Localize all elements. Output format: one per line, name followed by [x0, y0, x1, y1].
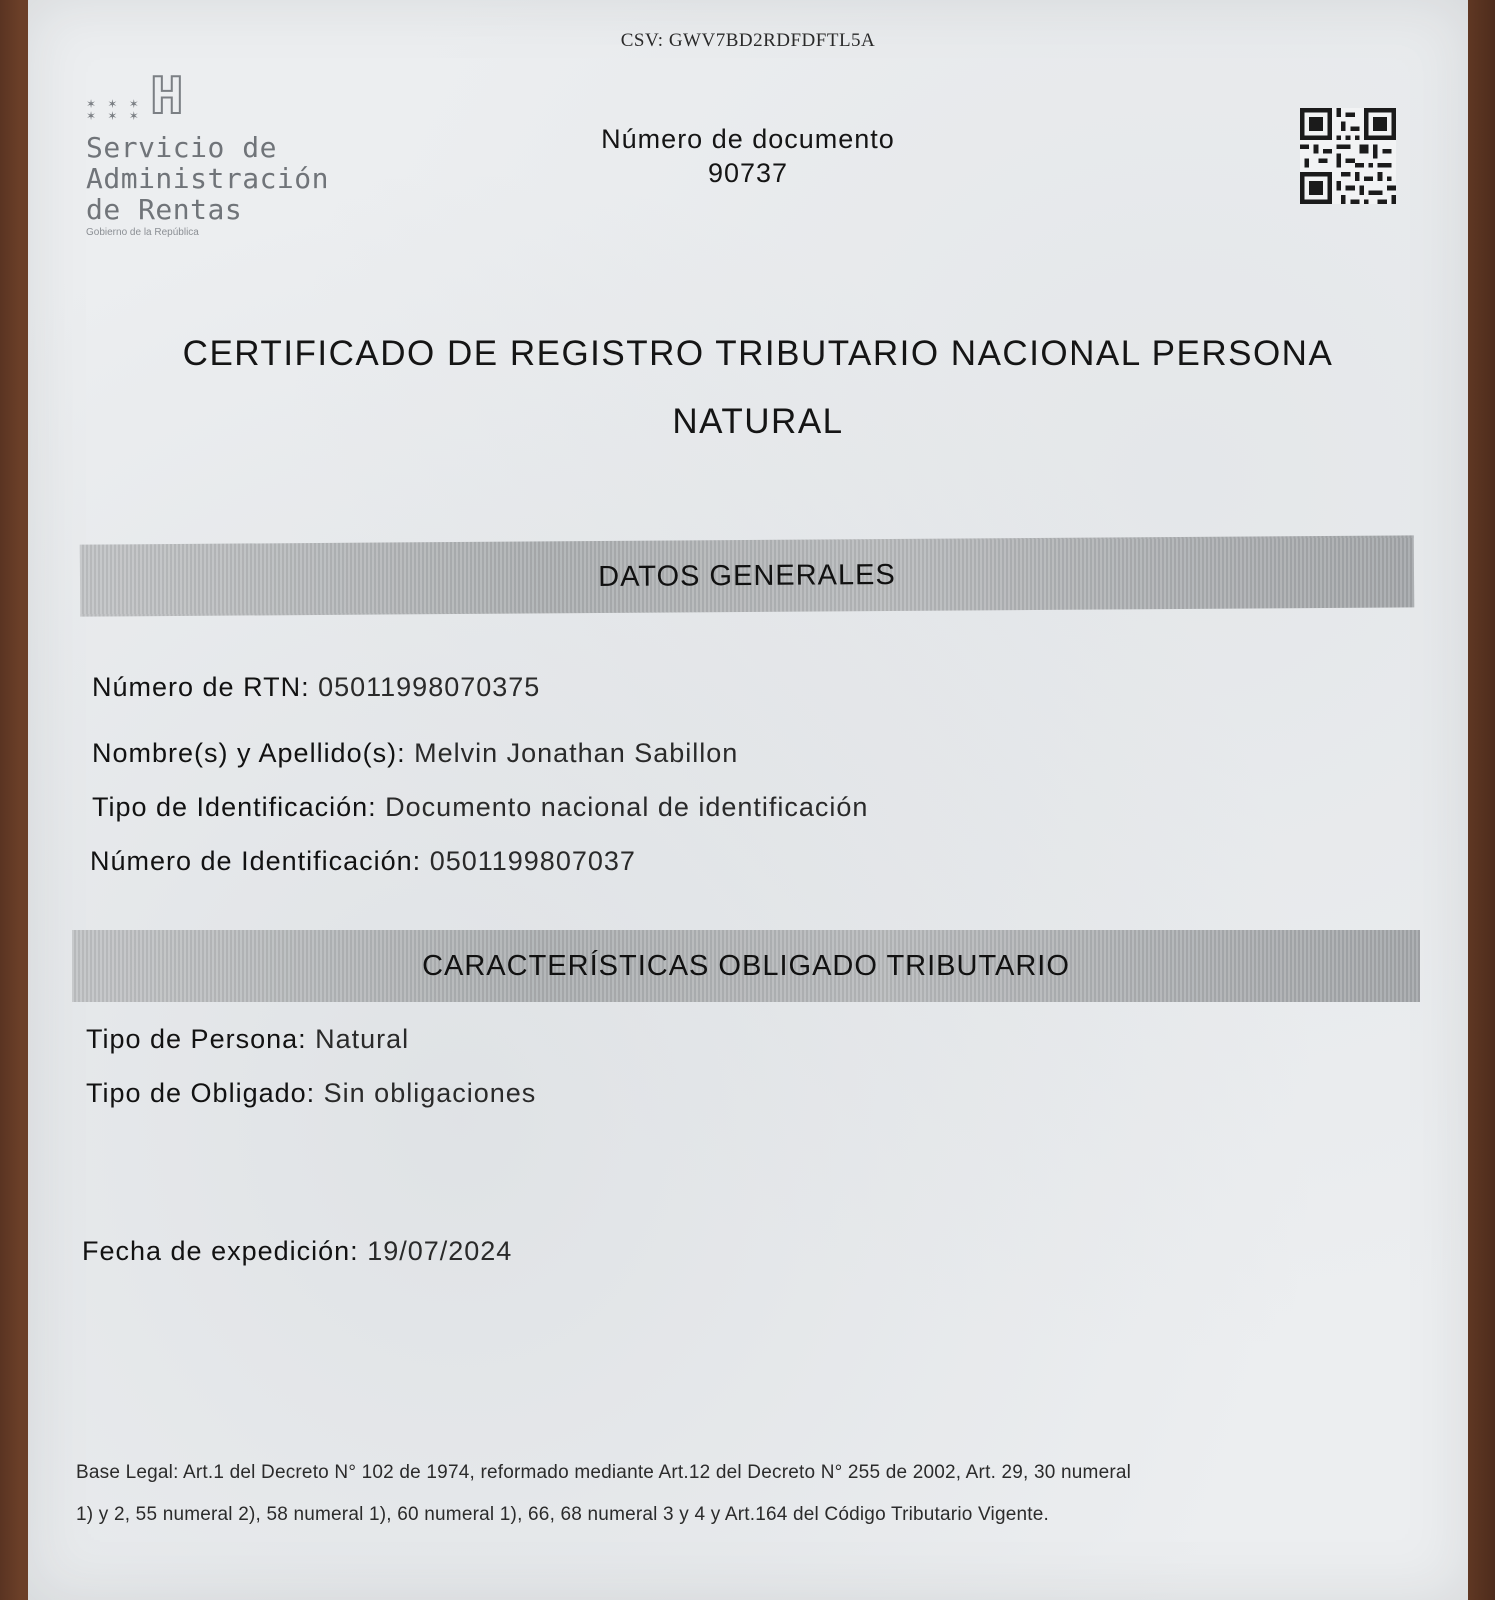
- document-number-value: 90737: [707, 158, 789, 188]
- rtn-label: Número de RTN:: [92, 672, 310, 702]
- rtn-value: 05011998070375: [318, 672, 541, 702]
- logo-line-3: de Rentas: [86, 193, 243, 226]
- legal-line-1: Base Legal: Art.1 del Decreto N° 102 de 1974, reformado mediante Art.12 del Decreto N° 255 de 2002, Art. 29, 30 numeral: [76, 1462, 1132, 1483]
- rtn-row: [92, 672, 540, 703]
- id-type-row: [92, 792, 868, 823]
- certificate-paper: [28, 0, 1468, 1600]
- qr-code-icon: [1300, 108, 1396, 204]
- person-type-row: [86, 1024, 409, 1055]
- name-value: Melvin Jonathan Sabillon: [414, 738, 739, 768]
- id-type-value: Documento nacional de identificación: [385, 792, 869, 822]
- obligado-type-row: [86, 1078, 536, 1109]
- title-line-1: CERTIFICADO DE REGISTRO TRIBUTARIO NACIONAL PERSONA: [182, 334, 1334, 373]
- logo-mark: [86, 66, 386, 130]
- section-heading-characteristics: CARACTERÍSTICAS OBLIGADO TRIBUTARIO: [72, 930, 1420, 1002]
- id-number-row: [90, 846, 636, 877]
- stars-icon: ✶ ✶ ✶ ✶ ✶ ✶: [86, 97, 143, 123]
- logo-line-2: Administración: [86, 162, 330, 195]
- id-type-label: Tipo de Identificación:: [92, 792, 377, 822]
- issue-date-label: Fecha de expedición:: [82, 1236, 359, 1266]
- title-line-2: NATURAL: [672, 402, 844, 441]
- issue-date-value: 19/07/2024: [367, 1236, 513, 1266]
- section-heading-general: DATOS GENERALES: [80, 535, 1414, 616]
- document-number-label: Número de documento: [601, 124, 895, 154]
- name-row: [92, 738, 738, 769]
- certificate-title: [98, 320, 1418, 456]
- issue-date-row: [82, 1236, 512, 1267]
- legal-basis: [76, 1452, 1356, 1536]
- person-type-value: Natural: [315, 1024, 410, 1054]
- obligado-type-value: Sin obligaciones: [323, 1078, 537, 1108]
- id-number-value: 0501199807037: [429, 846, 636, 876]
- document-number-block: [28, 122, 1468, 190]
- h-logo-icon: H: [150, 66, 184, 130]
- logo-line-1: Servicio de: [86, 131, 277, 164]
- person-type-label: Tipo de Persona:: [86, 1024, 307, 1054]
- name-label: Nombre(s) y Apellido(s):: [92, 738, 406, 768]
- csv-code: CSV: GWV7BD2RDFDFTL5A: [620, 30, 876, 51]
- obligado-type-label: Tipo de Obligado:: [86, 1078, 316, 1108]
- legal-line-2: 1) y 2, 55 numeral 2), 58 numeral 1), 60 numeral 1), 66, 68 numeral 3 y 4 y Art.164 del Código Tributario Vigente.: [76, 1504, 1049, 1525]
- id-number-label: Número de Identificación:: [90, 846, 422, 876]
- logo-subtitle: Gobierno de la República: [86, 227, 199, 238]
